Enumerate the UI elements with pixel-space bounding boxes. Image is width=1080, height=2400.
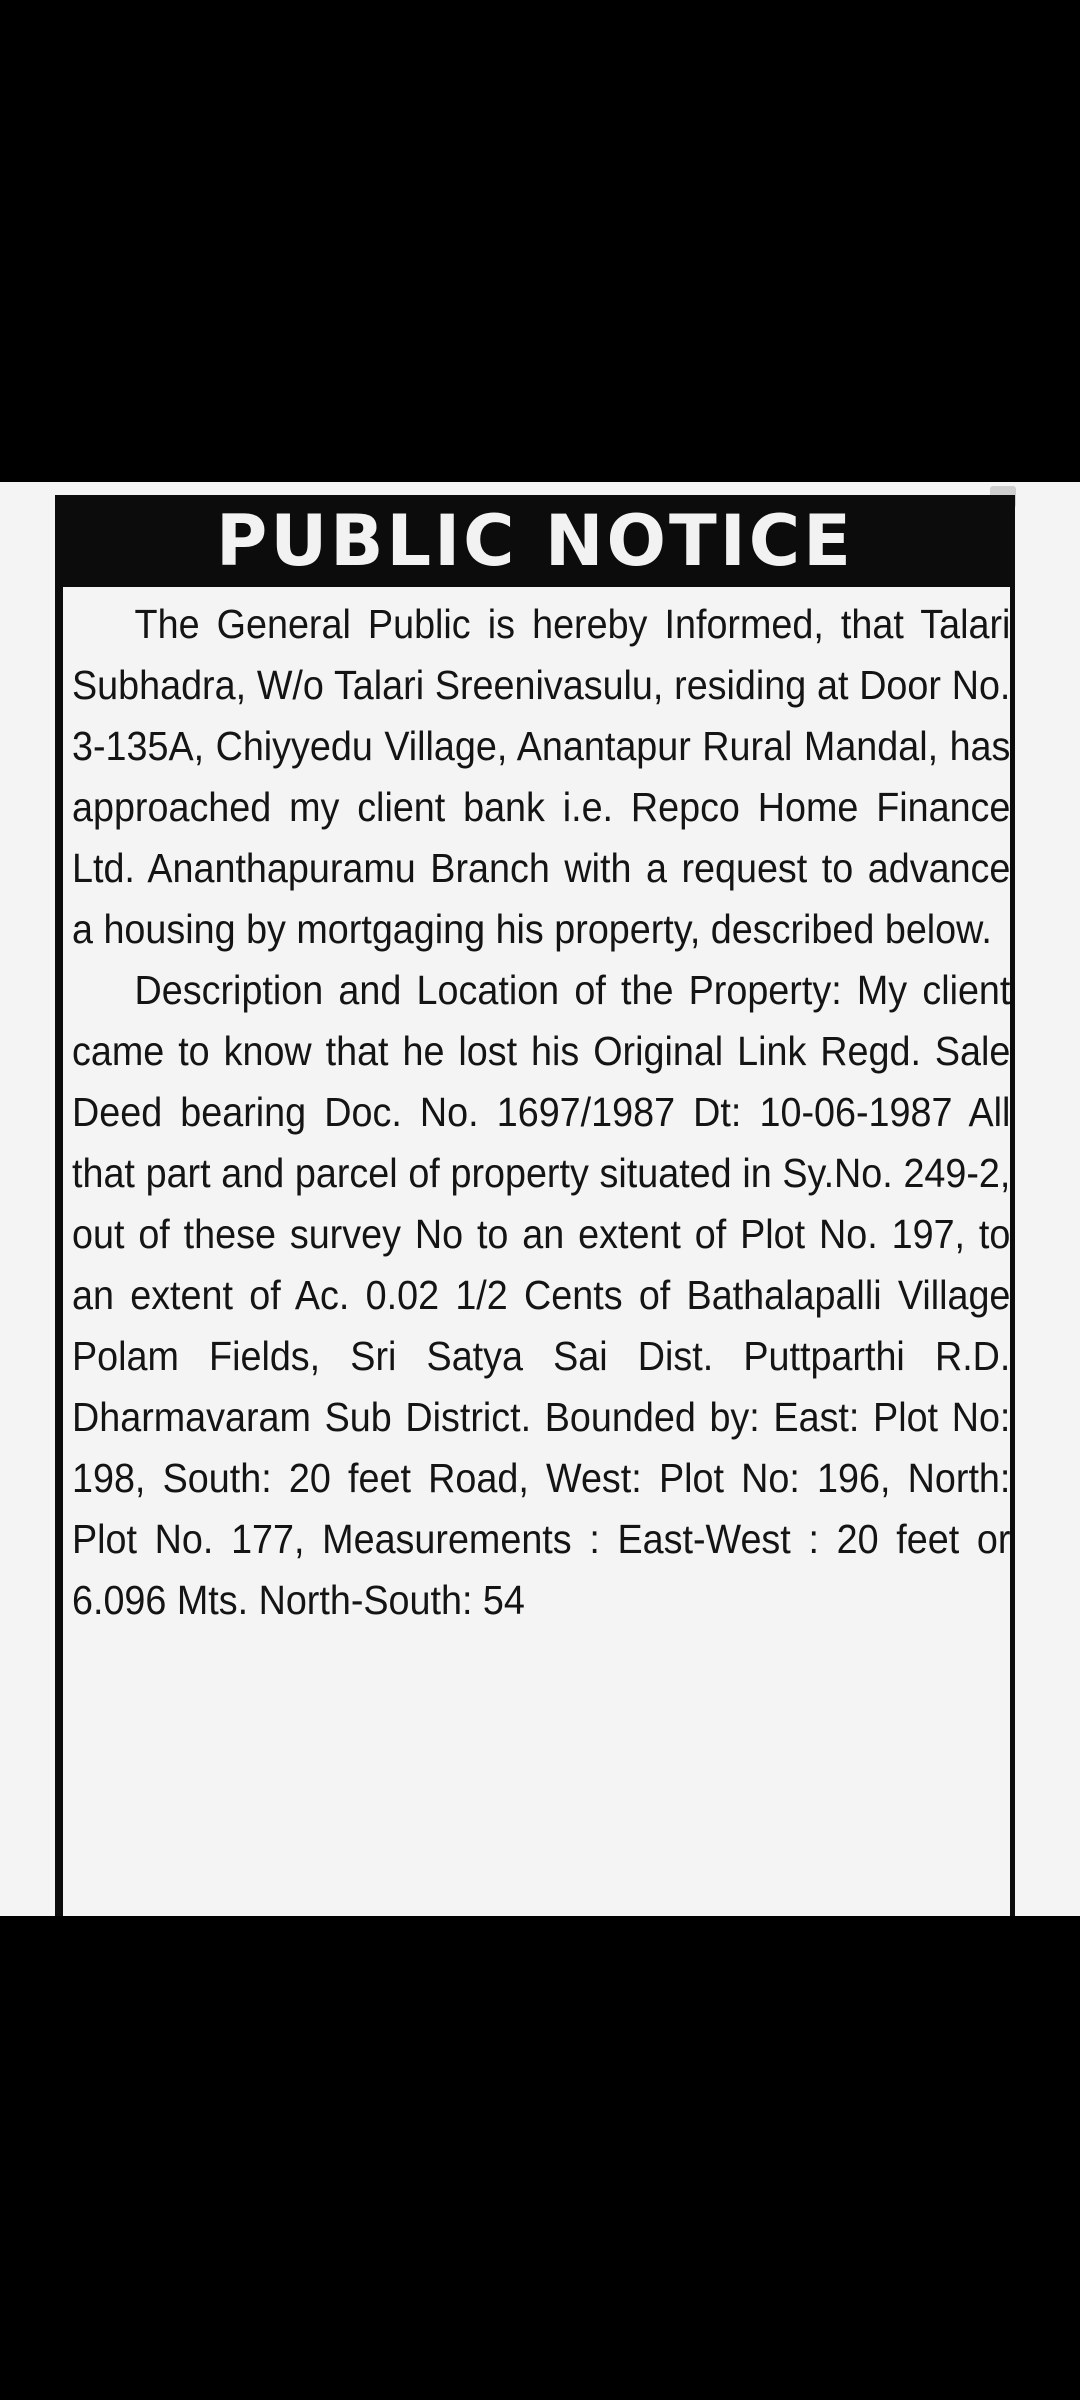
notice-header-bar	[55, 495, 1015, 587]
notice-body	[72, 594, 1010, 1631]
screen-top-black-area	[0, 0, 1080, 482]
notice-paragraph-intro: The General Public is hereby Informed, that Talari Subhadra, W/o Talari Sreenivasulu, residing at Door No. 3-135A, Chiyyedu Village, Anantapur Rural Mandal, has approached my client bank i.e. Repco Home Finance Ltd. Ananthapuramu Branch with a request to advance a housing by mortgaging his property, described below.	[72, 601, 1011, 952]
screen-bottom-black-area	[0, 1916, 1080, 2400]
notice-paragraph-property: Description and Location of the Property: My client came to know that he lost his Original Link Regd. Sale Deed bearing Doc. No. 1697/1987 Dt: 10-06-1987 All that part and parcel of property situated in Sy.No. 249-2, out of these survey No to an extent of Plot No. 197, to an extent of Ac. 0.02 1/2 Cents of Bathalapalli Village Polam Fields, Sri Satya Sai Dist. Puttparthi R.D. Dharmavaram Sub District. Bounded by: East: Plot No: 198, South: 20 feet Road, West: Plot No: 196, North: Plot No. 177, Measurements : East-West : 20 feet or 6.096 Mts. North-South: 54	[72, 967, 1011, 1623]
notice-title: PUBLIC NOTICE	[216, 500, 854, 582]
